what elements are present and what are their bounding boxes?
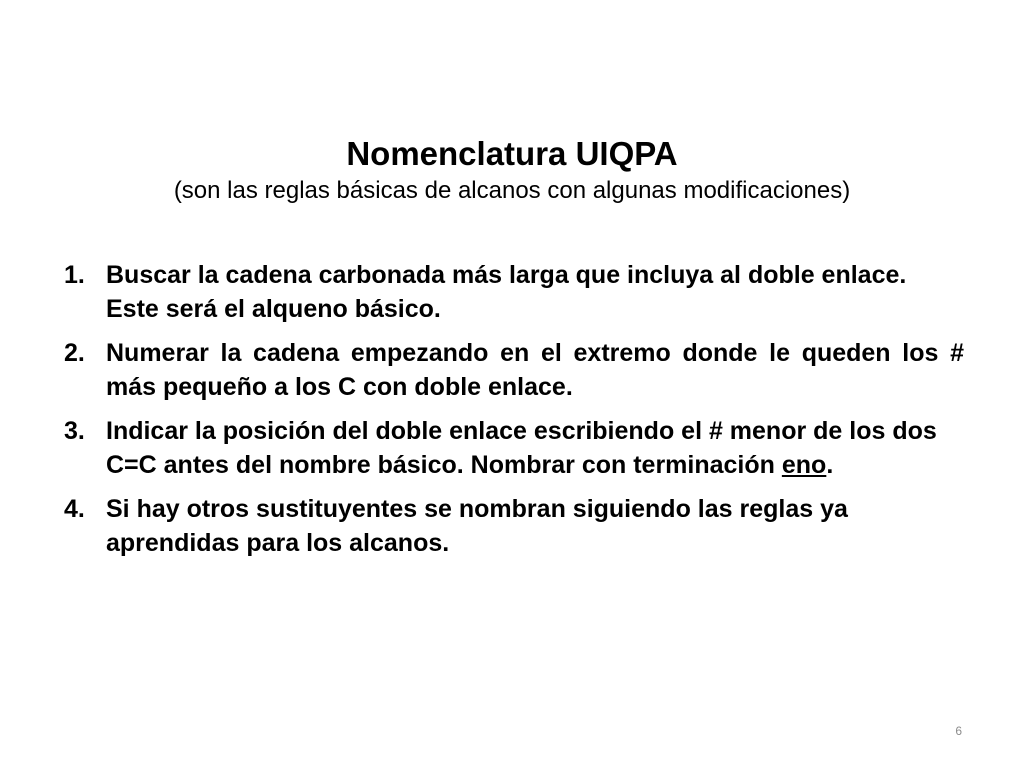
rule-text-part: Indicar la posición del doble enlace escribiendo el # menor de los dos C=C antes del nombre básico. Nombrar con terminación xyxy=(106,417,937,479)
rule-number: 3. xyxy=(64,417,85,445)
rule-text-end: . xyxy=(826,451,834,479)
rule-number: 2. xyxy=(64,339,85,367)
page-number: 6 xyxy=(955,724,962,738)
title-block xyxy=(60,132,964,206)
slide-subtitle: (son las reglas básicas de alcanos con algunas modificaciones) xyxy=(173,177,851,204)
rule-text xyxy=(106,414,964,482)
rule-text: Si hay otros sustituyentes se nombran siguiendo las reglas ya aprendidas para los alcanos. xyxy=(106,495,848,557)
rule-text: Buscar la cadena carbonada más larga que incluya al doble enlace. Este será el alqueno básico. xyxy=(106,261,907,323)
rule-text: Numerar la cadena empezando en el extremo donde le queden los # más pequeño a los C con doble enlace. xyxy=(106,339,964,401)
list-item xyxy=(64,336,964,404)
list-item xyxy=(64,258,964,326)
rule-number: 4. xyxy=(64,495,85,523)
rules-list xyxy=(64,258,964,570)
rule-number: 1. xyxy=(64,261,85,289)
slide-title: Nomenclatura UIQPA xyxy=(346,135,678,172)
underlined-suffix: eno xyxy=(781,451,827,479)
list-item xyxy=(64,492,964,560)
list-item xyxy=(64,414,964,482)
